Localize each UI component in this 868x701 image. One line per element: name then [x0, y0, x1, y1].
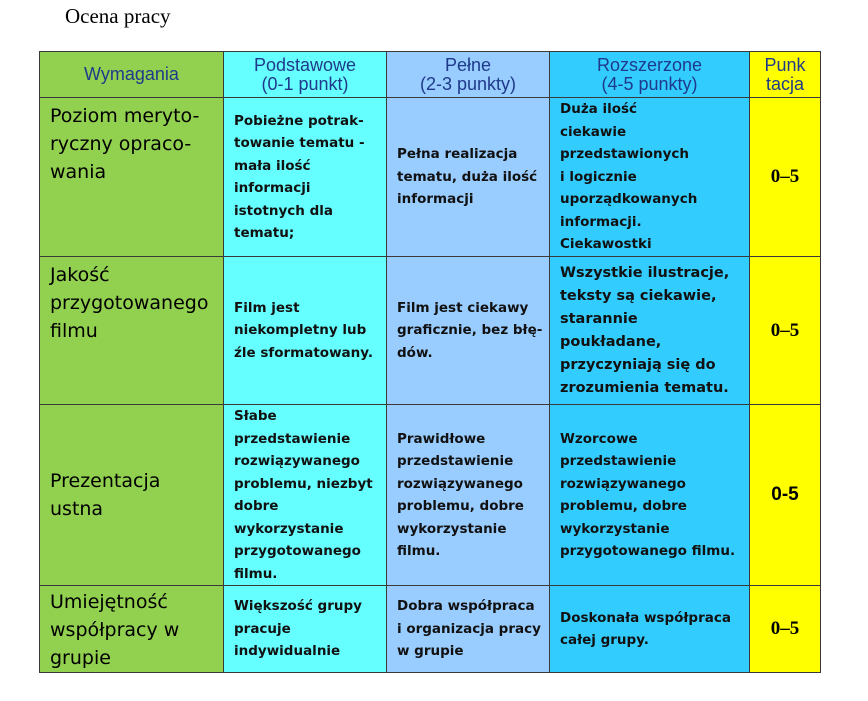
extended-line: całej grupy. — [560, 632, 649, 648]
requirement-line: przygotowanego — [50, 292, 209, 314]
basic-cell — [224, 405, 387, 586]
requirement-line: ryczny opraco- — [50, 133, 192, 155]
basic-cell — [224, 257, 387, 405]
requirement-cell — [40, 98, 224, 257]
extended-line: wykorzystanie — [560, 520, 670, 537]
requirement-line: wania — [50, 161, 107, 183]
full-line: Pełna realizacja — [397, 146, 518, 163]
full-line: graficznie, bez błę- — [397, 322, 543, 339]
header-extended-line2: (4-5 punkty) — [601, 73, 698, 94]
header-extended — [550, 52, 750, 98]
header-points — [750, 52, 821, 98]
requirement-line: grupie — [50, 647, 111, 669]
points-cell: 0–5 — [750, 257, 821, 405]
requirement-line: ustna — [50, 498, 104, 520]
extended-line: i logicznie — [560, 168, 637, 185]
basic-line: Większość grupy — [234, 598, 362, 615]
full-line: przedstawienie — [397, 453, 514, 469]
basic-line: istotnych dla — [234, 202, 333, 219]
requirement-line: Jakość — [50, 264, 110, 286]
requirement-line: Poziom meryto- — [50, 105, 200, 127]
basic-cell — [224, 98, 387, 257]
header-requirements-label: Wymagania — [84, 64, 179, 84]
header-full — [387, 52, 550, 98]
basic-line: wykorzystanie — [234, 520, 344, 537]
basic-line: dobre — [234, 498, 279, 514]
requirement-cell — [40, 405, 224, 586]
full-cell — [387, 405, 550, 586]
full-line: Dobra współpraca — [397, 598, 535, 615]
header-row — [40, 52, 821, 98]
basic-line: mała ilość — [234, 157, 311, 174]
full-line: filmu. — [397, 543, 441, 559]
full-cell — [387, 98, 550, 257]
basic-line: przygotowanego — [234, 543, 361, 559]
extended-line: przyczyniają się do — [560, 356, 716, 373]
extended-cell — [550, 405, 750, 586]
table-row — [40, 98, 821, 257]
extended-line: Duża ilość — [560, 101, 638, 118]
basic-line: źle sformatowany. — [234, 344, 373, 361]
header-basic-line1: Podstawowe — [253, 54, 357, 75]
points-cell: 0–5 — [750, 586, 821, 673]
extended-line: starannie poukładane, — [560, 310, 662, 350]
requirement-line: filmu — [50, 320, 98, 342]
extended-line: Ciekawostki — [560, 236, 652, 253]
header-extended-line1: Rozszerzone — [596, 54, 703, 75]
basic-line: informacji — [234, 180, 311, 196]
extended-line: przedstawienie — [560, 453, 677, 469]
basic-line: przedstawienie — [234, 430, 351, 447]
basic-line: rozwiązywanego — [234, 453, 360, 469]
full-line: wykorzystanie — [397, 520, 507, 537]
extended-cell — [550, 586, 750, 673]
extended-cell — [550, 98, 750, 257]
basic-cell — [224, 586, 387, 673]
header-points-line1: Punk — [764, 54, 806, 75]
basic-line: problemu, niezbyt — [234, 475, 373, 492]
basic-line: indywidualnie — [234, 643, 341, 660]
basic-line: Film jest — [234, 299, 300, 316]
extended-line: ciekawie — [560, 123, 627, 140]
full-line: dów. — [397, 344, 433, 361]
requirement-line: współpracy w — [50, 619, 180, 641]
extended-cell — [550, 257, 750, 405]
extended-line: rozwiązywanego — [560, 475, 686, 492]
full-line: informacji — [397, 191, 474, 208]
requirement-line: Umiejętność — [50, 591, 168, 613]
extended-line: Wzorcowe — [560, 430, 638, 447]
extended-line: Doskonała współpraca — [560, 609, 731, 626]
table-row — [40, 405, 821, 586]
points-cell: 0-5 — [750, 405, 821, 586]
basic-line: filmu. — [234, 565, 278, 582]
full-cell — [387, 257, 550, 405]
header-points-line2: tacja — [765, 73, 805, 94]
header-basic — [224, 52, 387, 98]
full-line: Prawidłowe — [397, 430, 486, 447]
basic-line: tematu; — [234, 225, 295, 241]
extended-line: przedstawionych — [560, 146, 689, 163]
full-line: problemu, dobre — [397, 498, 524, 514]
points-cell: 0–5 — [750, 98, 821, 257]
requirement-cell — [40, 586, 224, 673]
basic-line: niekompletny lub — [234, 322, 367, 339]
extended-line: przygotowanego filmu. — [560, 543, 736, 559]
full-line: rozwiązywanego — [397, 475, 523, 492]
basic-line: pracuje — [234, 620, 291, 637]
header-basic-line2: (0-1 punkt) — [261, 73, 349, 94]
page-title: Ocena pracy — [65, 4, 171, 28]
table-row — [40, 257, 821, 405]
full-line: i organizacja pracy — [397, 620, 541, 637]
requirement-line: Prezentacja — [50, 470, 161, 492]
requirement-cell — [40, 257, 224, 405]
basic-line: Pobieżne potrak- — [234, 112, 364, 129]
extended-line: uporządkowanych — [560, 191, 698, 208]
header-full-line1: Pełne — [444, 54, 492, 75]
basic-line: Słabe — [234, 408, 277, 424]
header-full-line2: (2-3 punkty) — [419, 73, 517, 94]
assessment-table — [39, 51, 821, 673]
full-line: Film jest ciekawy — [397, 299, 529, 316]
table-row — [40, 586, 821, 673]
extended-line: Wszystkie ilustracje, — [560, 264, 730, 281]
basic-line: towanie tematu - — [234, 135, 365, 151]
extended-line: informacji. — [560, 213, 642, 230]
full-line: tematu, duża ilość — [397, 168, 538, 185]
full-line: w grupie — [397, 643, 464, 660]
full-cell — [387, 586, 550, 673]
extended-line: problemu, dobre — [560, 498, 687, 514]
extended-line: teksty są ciekawie, — [560, 287, 717, 304]
extended-line: zrozumienia tematu. — [560, 379, 729, 396]
header-requirements — [40, 52, 224, 98]
